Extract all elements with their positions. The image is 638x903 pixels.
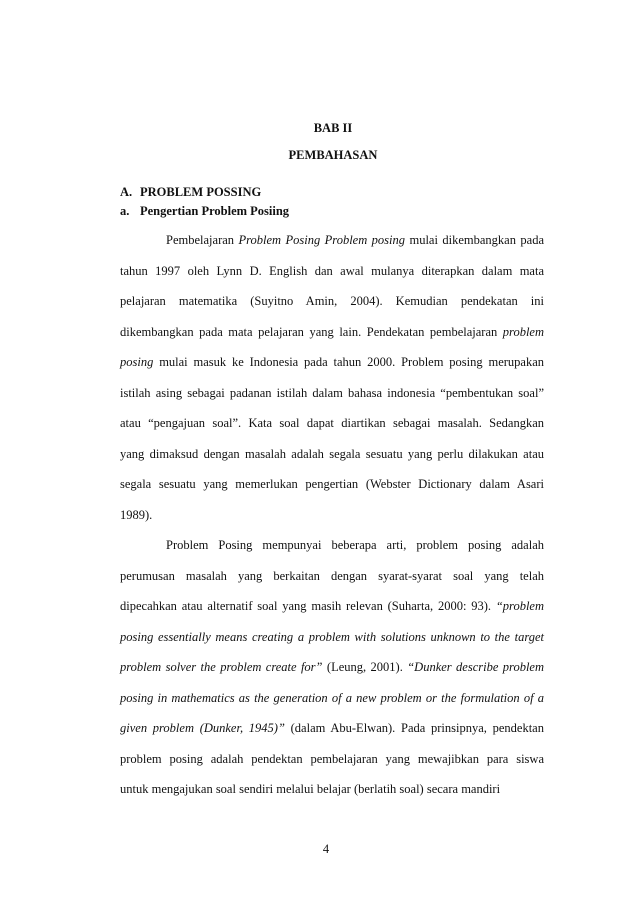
body-line [120, 568, 544, 584]
text-run: Pembelajaran [166, 233, 239, 247]
text-run: yang dimaksud dengan masalah adalah segala sesuatu yang perlu dilakukan atau [120, 447, 544, 461]
body-line [120, 263, 544, 279]
text-run: perumusan masalah yang berkaitan dengan syarat-syarat soal yang telah [120, 569, 544, 583]
body-line [120, 751, 544, 767]
body-line [120, 385, 544, 401]
text-run: mulai dikembangkan pada [405, 233, 545, 247]
body-line [120, 476, 544, 492]
text-run: dikembangkan pada mata pelajaran yang lain. Pendekatan pembelajaran [120, 325, 503, 339]
body-line [120, 415, 544, 431]
italic-text: “problem [495, 599, 544, 613]
italic-text: problem solver the problem create for” [120, 660, 323, 674]
italic-text: problem [502, 325, 544, 339]
section-marker-a: A. [120, 185, 133, 199]
text-run: tahun 1997 oleh Lynn D. English dan awal mulanya diterapkan dalam mata [120, 264, 544, 278]
body-line [120, 629, 544, 645]
body-line [120, 720, 544, 736]
italic-text: given problem (Dunker, 1945)” [120, 721, 285, 735]
text-run: istilah asing sebagai padanan istilah dalam bahasa indonesia “pembentukan soal” [120, 386, 544, 400]
chapter-title: PEMBAHASAN [288, 148, 378, 162]
italic-text: Problem Posing Problem posing [238, 233, 406, 247]
text-run: 1989). [120, 508, 153, 522]
text-run: (dalam Abu-Elwan). Pada prinsipnya, pendektan [284, 721, 544, 735]
section-heading-a [120, 184, 261, 200]
text-run: (Leung, 2001). [322, 660, 408, 674]
text-run: pelajaran matematika (Suyitno Amin, 2004). Kemudian pendekatan ini [120, 294, 544, 308]
text-run: Problem Posing mempunyai beberapa arti, problem posing adalah [166, 538, 544, 552]
body-line [120, 293, 544, 309]
text-run: dipecahkan atau alternatif soal yang masih relevan (Suharta, 2000: 93). [120, 599, 496, 613]
body-line [120, 690, 544, 706]
text-run: mulai masuk ke Indonesia pada tahun 2000. Problem posing merupakan [153, 355, 544, 369]
text-run: atau “pengajuan soal”. Kata soal dapat diartikan sebagai masalah. Sedangkan [120, 416, 544, 430]
body-line [166, 232, 544, 248]
subsection-heading-a [120, 203, 289, 219]
body-line [120, 354, 544, 370]
italic-text: posing in mathematics as the generation of a new problem or the formulation of a [120, 691, 544, 705]
italic-text: posing [120, 355, 154, 369]
body-line [120, 324, 544, 340]
subsection-marker-a: a. [120, 204, 130, 218]
text-run: untuk mengajukan soal sendiri melalui belajar (berlatih soal) secara mandiri [120, 782, 501, 796]
body-line [166, 537, 544, 553]
body-line [120, 659, 544, 675]
body-line [120, 598, 544, 614]
italic-text: posing essentially means creating a problem with solutions unknown to the target [120, 630, 544, 644]
chapter-number: BAB II [313, 121, 353, 135]
italic-text: “Dunker describe problem [407, 660, 544, 674]
text-run: problem posing adalah pendektan pembelajaran yang mewajibkan para siswa [120, 752, 544, 766]
subsection-title-a: Pengertian Problem Posiing [140, 204, 290, 218]
body-line [120, 507, 544, 523]
body-line [120, 781, 544, 797]
page-number: 4 [322, 842, 330, 856]
body-line [120, 446, 544, 462]
text-run: segala sesuatu yang memerlukan pengertian (Webster Dictionary dalam Asari [120, 477, 544, 491]
section-title-a: PROBLEM POSSING [140, 185, 262, 199]
